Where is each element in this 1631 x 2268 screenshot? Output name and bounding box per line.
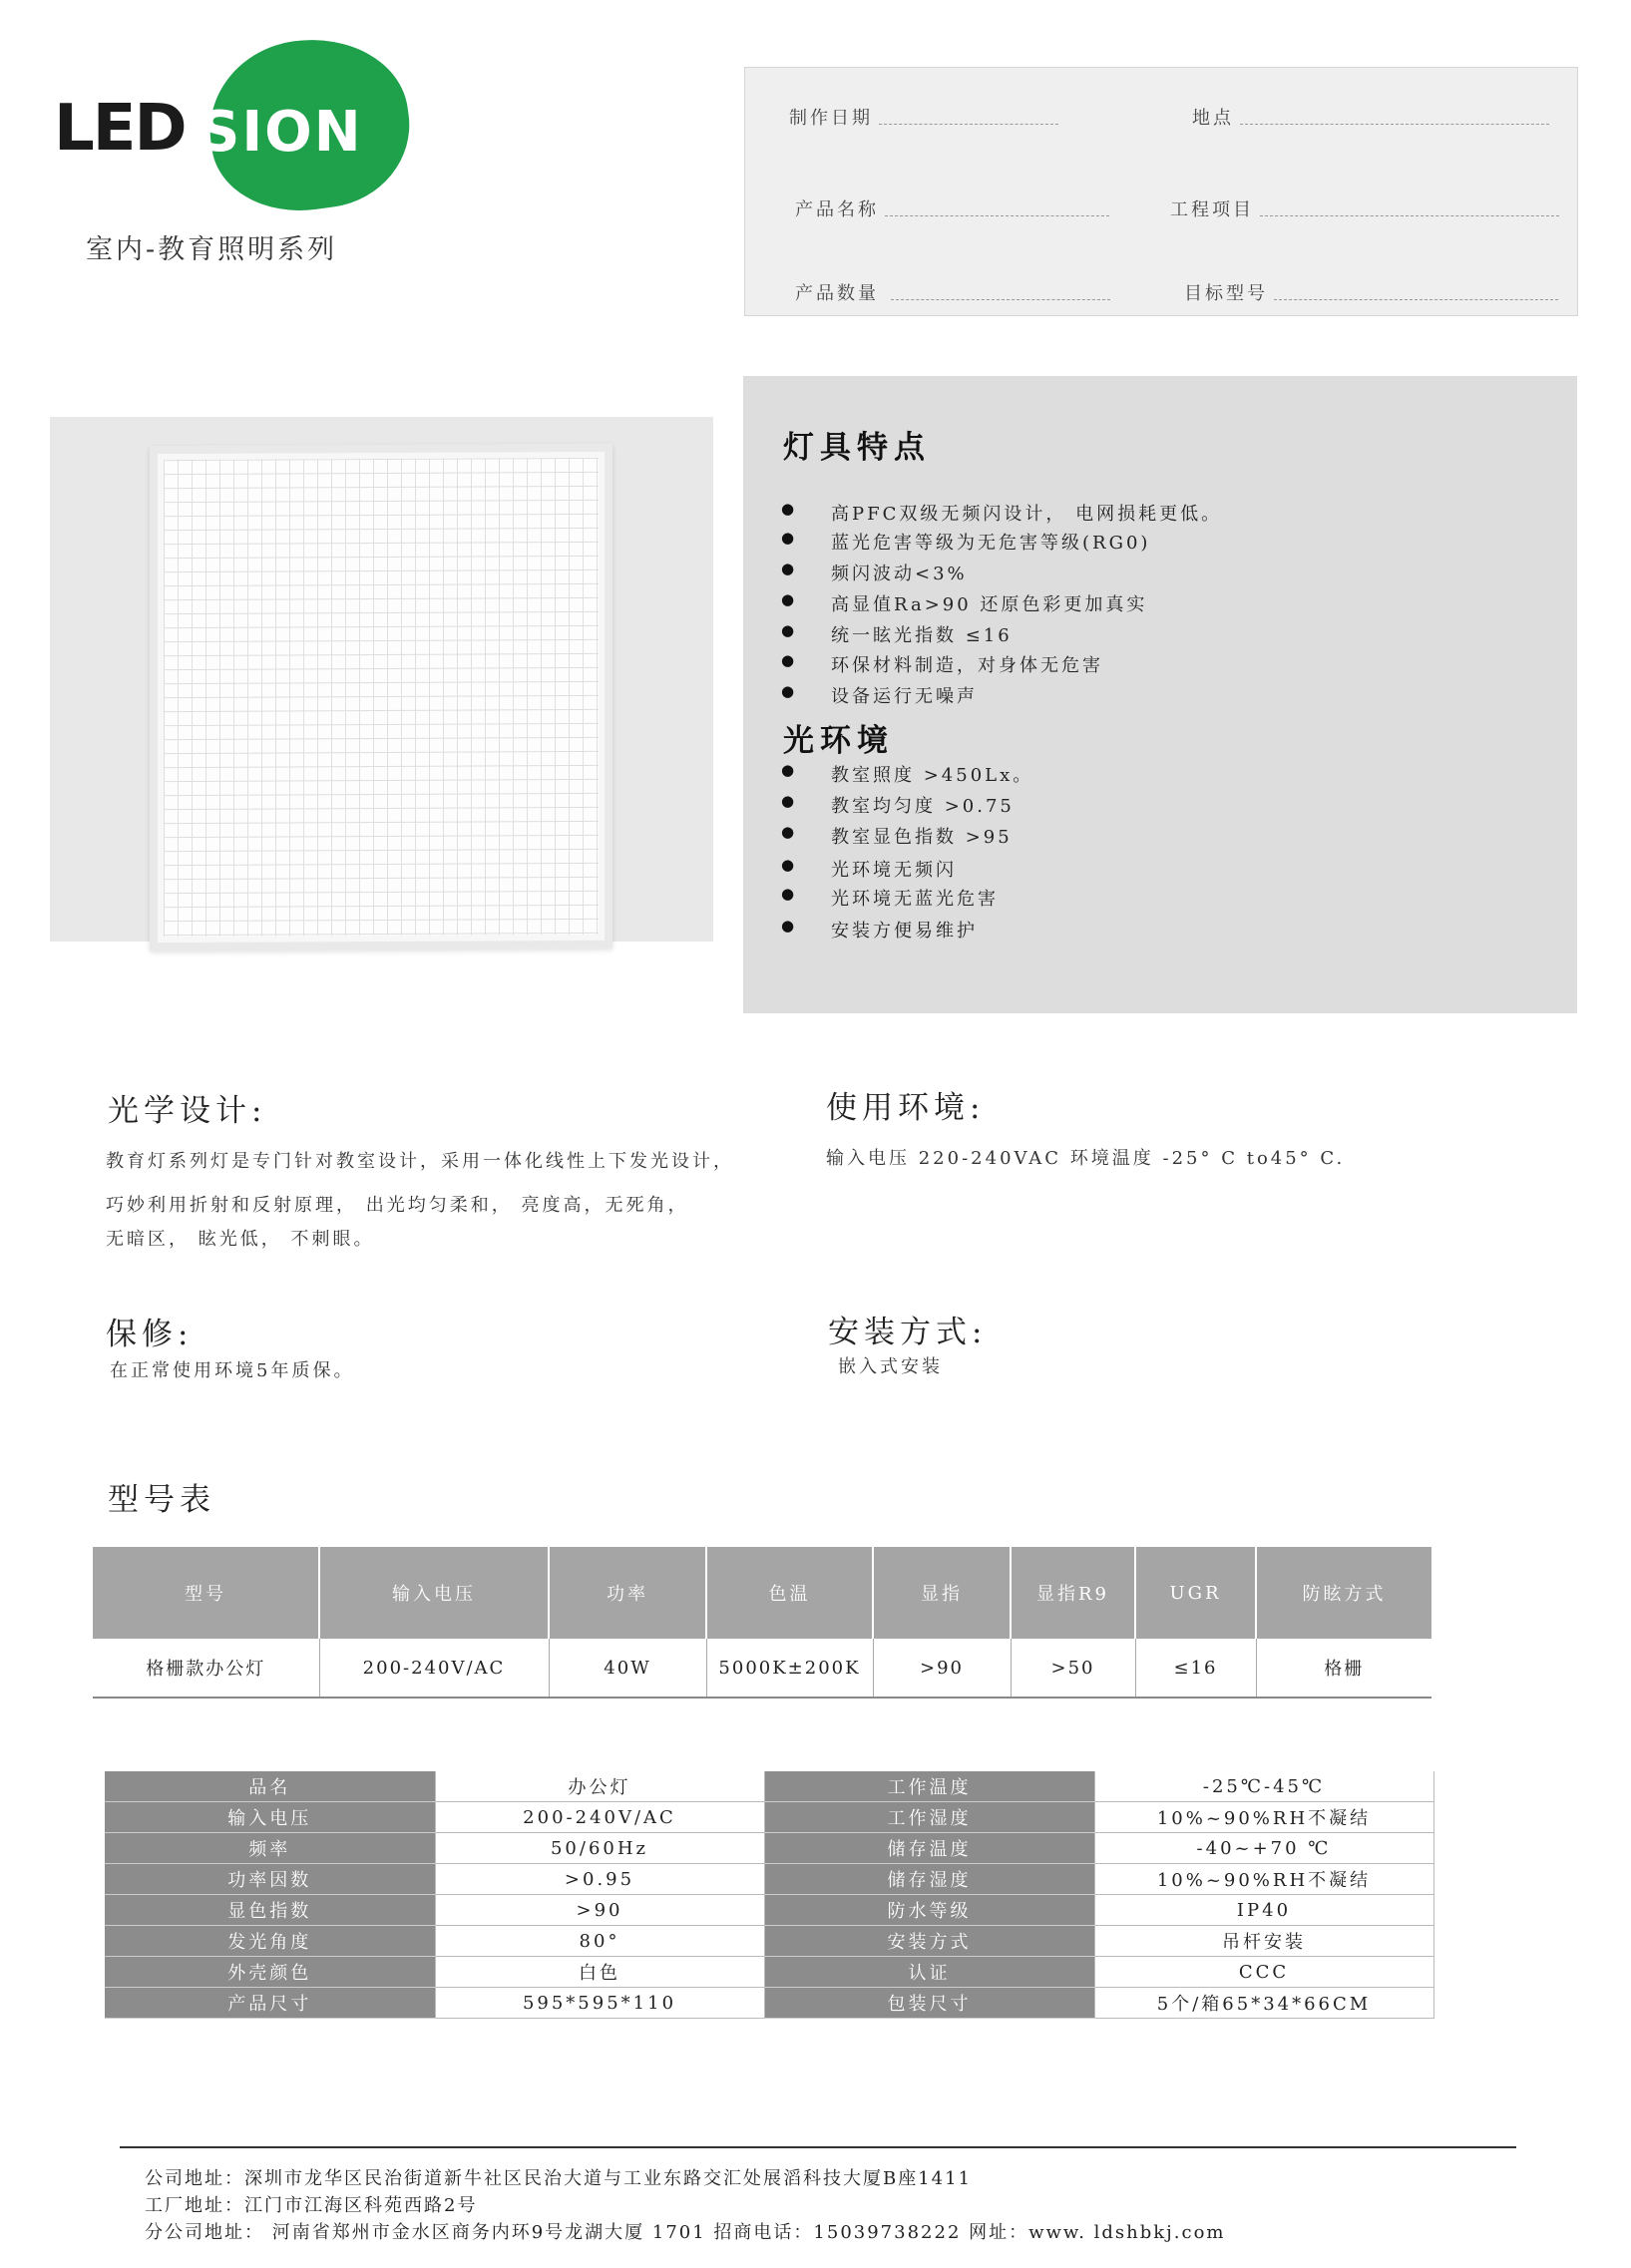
spec-value-cell: IP40 bbox=[1094, 1895, 1433, 1926]
model-cell: 格栅款办公灯 bbox=[93, 1639, 319, 1698]
spec-key-cell: 品名 bbox=[105, 1771, 435, 1802]
spec-key-cell: 包装尺寸 bbox=[764, 1988, 1094, 2019]
spec-key-cell: 功率因数 bbox=[105, 1864, 435, 1895]
spec-key-cell: 输入电压 bbox=[105, 1802, 435, 1833]
install-text: 嵌入式安装 bbox=[838, 1356, 943, 1377]
form-label-date: 制作日期 bbox=[789, 108, 873, 129]
feature-item: ● 环保材料制造，对身体无危害 bbox=[831, 651, 1103, 677]
form-field-project bbox=[1170, 195, 1559, 221]
form-label-place: 地点 bbox=[1192, 108, 1234, 129]
form-field-quantity bbox=[795, 279, 1110, 305]
spec-key-cell: 防水等级 bbox=[764, 1895, 1094, 1926]
environment-item: ● 安装方便易维护 bbox=[831, 917, 978, 943]
spec-value-cell: 200-240V/AC bbox=[435, 1802, 764, 1833]
install-title: 安装方式: bbox=[828, 1315, 988, 1350]
footer-factory-address: 工厂地址：江门市江海区科苑西路2号 bbox=[145, 2195, 478, 2216]
grille-pattern bbox=[164, 458, 599, 937]
series-title: 室内-教育照明系列 bbox=[86, 234, 338, 265]
optics-line: 教育灯系列灯是专门针对教室设计，采用一体化线性上下发光设计， bbox=[106, 1151, 734, 1172]
spec-key-cell: 储存温度 bbox=[764, 1833, 1094, 1864]
feature-item: ● 蓝光危害等级为无危害等级(RG0) bbox=[831, 529, 1150, 555]
spec-key-cell: 工作温度 bbox=[764, 1771, 1094, 1802]
model-cell: >90 bbox=[873, 1639, 1011, 1698]
spec-value-cell: >90 bbox=[435, 1895, 764, 1926]
table-row bbox=[105, 1988, 1433, 2019]
form-line-project[interactable] bbox=[1260, 214, 1559, 216]
spec-value-cell: 白色 bbox=[435, 1957, 764, 1988]
feature-item: ● 高显值Ra>90 还原色彩更加真实 bbox=[831, 590, 1147, 616]
warranty-title: 保修: bbox=[106, 1317, 194, 1352]
environment-item: ● 光环境无蓝光危害 bbox=[831, 885, 999, 911]
form-label-quantity: 产品数量 bbox=[795, 283, 879, 304]
form-label-target-model: 目标型号 bbox=[1184, 283, 1268, 304]
environment-item: ● 光环境无频闪 bbox=[831, 856, 957, 882]
model-header-cell: 色温 bbox=[706, 1547, 873, 1639]
product-photo bbox=[50, 417, 713, 942]
table-row bbox=[105, 1926, 1433, 1957]
optics-line: 无暗区， 眩光低， 不刺眼。 bbox=[106, 1229, 375, 1250]
model-header-cell: 显指 bbox=[873, 1547, 1011, 1639]
usage-title: 使用环境: bbox=[826, 1090, 986, 1126]
spec-key-cell: 产品尺寸 bbox=[105, 1988, 435, 2019]
spec-key-cell: 认证 bbox=[764, 1957, 1094, 1988]
table-row bbox=[105, 1895, 1433, 1926]
model-table-header-row bbox=[93, 1547, 1431, 1639]
optics-title: 光学设计: bbox=[108, 1093, 267, 1129]
model-cell: 5000K±200K bbox=[706, 1639, 873, 1698]
spec-value-cell: 10%~90%RH不凝结 bbox=[1094, 1802, 1433, 1833]
table-row bbox=[105, 1864, 1433, 1895]
spec-key-cell: 显色指数 bbox=[105, 1895, 435, 1926]
environment-title: 光环境 bbox=[783, 723, 894, 759]
table-row bbox=[105, 1957, 1433, 1988]
form-line-target-model[interactable] bbox=[1274, 298, 1558, 300]
spec-value-cell: -25℃-45℃ bbox=[1094, 1771, 1433, 1802]
table-row bbox=[105, 1802, 1433, 1833]
feature-item: ● 高PFC双级无频闪设计， 电网损耗更低。 bbox=[831, 500, 1222, 526]
logo-text-led: LED bbox=[54, 92, 186, 166]
spec-value-cell: 10%~90%RH不凝结 bbox=[1094, 1864, 1433, 1895]
form-field-product-name bbox=[795, 195, 1109, 221]
spec-value-cell: >0.95 bbox=[435, 1864, 764, 1895]
spec-value-cell: 595*595*110 bbox=[435, 1988, 764, 2019]
order-form-box bbox=[744, 67, 1578, 316]
footer-branch-address: 分公司地址： 河南省郑州市金水区商务内环9号龙湖大厦 1701 招商电话：15039738222 网址：www. ldshbkj.com bbox=[145, 2222, 1226, 2243]
logo-text-sion: SION bbox=[200, 100, 363, 165]
model-header-cell: 功率 bbox=[549, 1547, 706, 1639]
feature-item: ● 统一眩光指数 ≤16 bbox=[831, 621, 1013, 647]
form-field-target-model bbox=[1184, 279, 1558, 305]
footer-company-address: 公司地址：深圳市龙华区民治街道新牛社区民治大道与工业东路交汇处展滔科技大厦B座1411 bbox=[145, 2168, 973, 2189]
feature-item: ● 设备运行无噪声 bbox=[831, 682, 978, 708]
led-panel-image bbox=[150, 444, 612, 950]
spec-key-cell: 工作湿度 bbox=[764, 1802, 1094, 1833]
form-line-product-name[interactable] bbox=[885, 214, 1109, 216]
spec-table bbox=[105, 1771, 1434, 2019]
spec-value-cell: -40~+70 ℃ bbox=[1094, 1833, 1433, 1864]
footer-divider bbox=[120, 2146, 1516, 2148]
environment-item: ● 教室均匀度 >0.75 bbox=[831, 792, 1015, 818]
model-header-cell: UGR bbox=[1135, 1547, 1256, 1639]
spec-key-cell: 安装方式 bbox=[764, 1926, 1094, 1957]
form-line-date[interactable] bbox=[879, 123, 1058, 125]
spec-value-cell: 吊杆安装 bbox=[1094, 1926, 1433, 1957]
usage-text: 输入电压 220-240VAC 环境温度 -25° C to45° C. bbox=[826, 1148, 1346, 1169]
model-header-cell: 显指R9 bbox=[1011, 1547, 1135, 1639]
environment-item: ● 教室显色指数 >95 bbox=[831, 823, 1013, 849]
optics-line: 巧妙利用折射和反射原理， 出光均匀柔和， 亮度高，无死角， bbox=[106, 1195, 689, 1216]
model-table-title: 型号表 bbox=[108, 1482, 215, 1518]
spec-key-cell: 发光角度 bbox=[105, 1926, 435, 1957]
form-label-project: 工程项目 bbox=[1170, 199, 1254, 220]
spec-value-cell: 80° bbox=[435, 1926, 764, 1957]
spec-value-cell: CCC bbox=[1094, 1957, 1433, 1988]
spec-value-cell: 办公灯 bbox=[435, 1771, 764, 1802]
table-row bbox=[105, 1833, 1433, 1864]
model-header-cell: 防眩方式 bbox=[1256, 1547, 1431, 1639]
form-field-place bbox=[1192, 104, 1549, 130]
table-row bbox=[105, 1771, 1433, 1802]
model-table bbox=[93, 1547, 1431, 1699]
model-cell: ≤16 bbox=[1135, 1639, 1256, 1698]
model-cell: 格栅 bbox=[1256, 1639, 1431, 1698]
model-cell: >50 bbox=[1011, 1639, 1135, 1698]
spec-key-cell: 外壳颜色 bbox=[105, 1957, 435, 1988]
model-cell: 40W bbox=[549, 1639, 706, 1698]
form-line-place[interactable] bbox=[1240, 123, 1549, 125]
table-row bbox=[93, 1639, 1431, 1698]
feature-item: ● 频闪波动<3% bbox=[831, 560, 968, 585]
spec-key-cell: 储存湿度 bbox=[764, 1864, 1094, 1895]
spec-value-cell: 5个/箱65*34*66CM bbox=[1094, 1988, 1433, 2019]
features-box bbox=[743, 376, 1577, 1013]
form-label-product-name: 产品名称 bbox=[795, 199, 879, 220]
spec-value-cell: 50/60Hz bbox=[435, 1833, 764, 1864]
company-logo bbox=[50, 30, 379, 209]
model-header-cell: 型号 bbox=[93, 1547, 319, 1639]
model-header-cell: 输入电压 bbox=[319, 1547, 549, 1639]
features-title: 灯具特点 bbox=[783, 430, 931, 466]
model-cell: 200-240V/AC bbox=[319, 1639, 549, 1698]
form-field-date bbox=[789, 104, 1058, 130]
warranty-text: 在正常使用环境5年质保。 bbox=[110, 1360, 355, 1381]
form-line-quantity[interactable] bbox=[891, 298, 1110, 300]
spec-key-cell: 频率 bbox=[105, 1833, 435, 1864]
environment-item: ● 教室照度 >450Lx。 bbox=[831, 761, 1033, 787]
